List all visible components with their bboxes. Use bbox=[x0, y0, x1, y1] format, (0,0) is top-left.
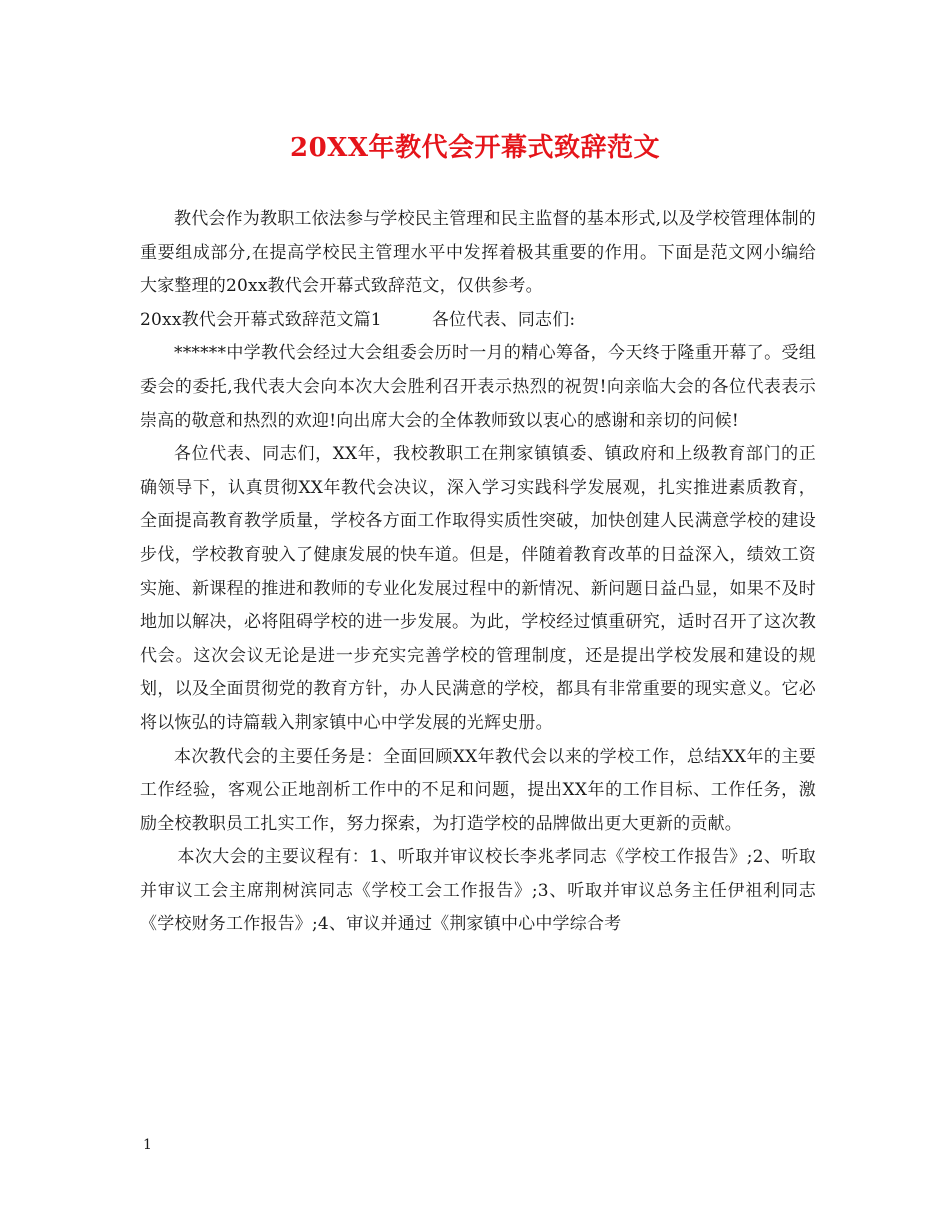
body-paragraph-4: 本次大会的主要议程有：1、听取并审议校长李兆孝同志《学校工作报告》;2、听取并审议工会主席荆树滨同志《学校工会工作报告》;3、听取并审议总务主任伊祖利同志《学校财务工作报告》;4、审议并通过《荆家镇中心中学综合考 bbox=[140, 847, 816, 935]
body-paragraph-1: ******中学教代会经过大会组委会历时一月的精心筹备，今天终于隆重开幕了。受组委会的委托,我代表大会向本次大会胜利召开表示热烈的祝贺!向亲临大会的各位代表表示崇高的敬意和热烈的欢迎!向出席大会的全体教师致以衷心的感谢和亲切的问候! bbox=[140, 343, 816, 431]
page-number: 1 bbox=[143, 1137, 152, 1153]
intro-paragraph: 教代会作为教职工依法参与学校民主管理和民主监督的基本形式,以及学校管理体制的重要组成部分,在提高学校民主管理水平中发挥着极其重要的作用。下面是范文网小编给大家整理的20xx教代会开幕式致辞范文，仅供参考。 bbox=[140, 209, 817, 297]
document-body bbox=[140, 203, 816, 942]
document-title: 20XX年教代会开幕式致辞范文 bbox=[289, 133, 661, 163]
body-paragraph-3: 本次教代会的主要任务是：全面回顾XX年教代会以来的学校工作，总结XX年的主要工作经验，客观公正地剖析工作中的不足和问题，提出XX年的工作目标、工作任务，激励全校教职员工扎实工作，努力探索，为打造学校的品牌做出更大更新的贡献。 bbox=[140, 746, 816, 834]
salutation: 各位代表、同志们: bbox=[431, 309, 576, 330]
section-heading: 20xx教代会开幕式致辞范文篇1 bbox=[140, 309, 382, 330]
section-heading-line bbox=[140, 304, 816, 338]
body-paragraph-2: 各位代表、同志们，XX年，我校教职工在荆家镇镇委、镇政府和上级教育部门的正确领导下，认真贯彻XX年教代会决议，深入学习实践科学发展观，扎实推进素质教育，全面提高教育教学质量，学校各方面工作取得实质性突破，加快创建人民满意学校的建设步伐，学校教育驶入了健康发展的快车道。但是，伴随着教育改革的日益深入，绩效工资实施、新课程的推进和教师的专业化发展过程中的新情况、新问题日益凸显，如果不及时地加以解决，必将阻碍学校的进一步发展。为此，学校经过慎重研究，适时召开了这次教代会。这次会议无论是进一步充实完善学校的管理制度，还是提出学校发展和建设的规划，以及全面贯彻党的教育方针，办人民满意的学校，都具有非常重要的现实意义。它必将以恢弘的诗篇载入荆家镇中心中学发展的光辉史册。 bbox=[140, 444, 816, 733]
